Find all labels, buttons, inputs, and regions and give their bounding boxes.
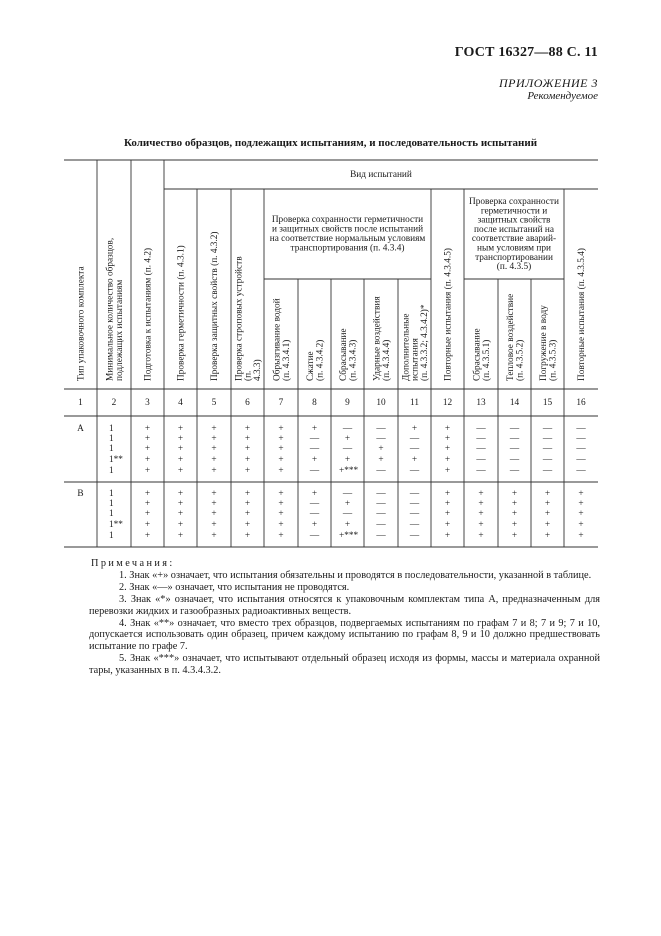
column-number: 1 bbox=[78, 398, 83, 408]
table-cell-mark: + bbox=[478, 489, 484, 499]
column-header-label: Проверка защитных свойств (п. 4.3.2) bbox=[210, 231, 221, 381]
table-cell-mark: + bbox=[278, 531, 284, 541]
table-cell-mark: + bbox=[244, 509, 251, 519]
table-cell-mark: — bbox=[376, 520, 386, 530]
note-item: 1. Знак «+» означает, что испытания обязательны и проводятся в последовательности, указанной в таблице. bbox=[119, 569, 592, 581]
table-cell-mark: + bbox=[278, 520, 284, 530]
column-number: 14 bbox=[509, 398, 520, 408]
table-cell-mark: + bbox=[244, 499, 251, 509]
column-header-label: (п. 4.3.5.3) bbox=[548, 339, 559, 381]
transport-group-header: на соответствие нормальным условиям bbox=[269, 234, 426, 244]
table-cell-mark: 1 bbox=[109, 424, 114, 434]
table-cell-mark: + bbox=[278, 466, 284, 476]
table-cell-mark: + bbox=[511, 489, 518, 499]
table-cell-mark: + bbox=[177, 455, 184, 465]
table-cell-mark: +*** bbox=[339, 531, 359, 541]
emergency-group-header: ным условиям при bbox=[477, 243, 551, 254]
table-cell-mark: — bbox=[376, 466, 386, 476]
table-cell-mark: + bbox=[211, 444, 217, 454]
table-cell-mark: — bbox=[309, 444, 320, 454]
table-cell-mark: — bbox=[309, 466, 320, 476]
table-cell-mark: + bbox=[578, 489, 584, 499]
table-cell-mark: + bbox=[244, 444, 251, 454]
table-cell-mark: — bbox=[342, 489, 353, 499]
table-cell-mark: — bbox=[409, 531, 420, 541]
emergency-group-header: (п. 4.3.5) bbox=[496, 262, 532, 273]
table-cell-mark: + bbox=[211, 466, 217, 476]
table-cell-mark: + bbox=[177, 509, 184, 519]
column-number: 6 bbox=[245, 398, 250, 408]
table-cell-mark: + bbox=[177, 424, 184, 434]
column-header-label: Проверка строповых устройств bbox=[234, 256, 245, 381]
column-number: 8 bbox=[312, 398, 317, 408]
table-cell-mark: 1 bbox=[109, 489, 114, 499]
note-item: 2. Знак «—» означает, что испытания не проводятся. bbox=[119, 581, 350, 593]
column-header-label: подлежащих испытаниям bbox=[114, 279, 125, 381]
table-cell-mark: + bbox=[144, 509, 151, 519]
table-cell-mark: + bbox=[211, 489, 217, 499]
page-header: ГОСТ 16327—88 С. 11 bbox=[454, 45, 598, 60]
table-cell-mark: — bbox=[309, 499, 320, 509]
column-header-label: Ударные воздействия bbox=[372, 296, 383, 381]
column-header-label: (п. 4.3.4.3) bbox=[348, 339, 359, 381]
table-cell-mark: 1 bbox=[109, 466, 114, 476]
table-cell-mark: + bbox=[311, 455, 318, 465]
column-header-label: Проверка герметичности (п. 4.3.1) bbox=[176, 245, 187, 381]
package-type: В bbox=[77, 489, 84, 499]
table-cell-mark: 1 bbox=[109, 434, 114, 444]
table-cell-mark: + bbox=[344, 499, 351, 509]
table-cell-mark: — bbox=[376, 531, 386, 541]
table-cell-mark: + bbox=[344, 520, 351, 530]
column-header-label: Обрызгивание водой bbox=[272, 298, 283, 381]
table-cell-mark: + bbox=[278, 489, 284, 499]
note-item: 3. Знак «*» означает, что испытания относятся к упаковочным комплектам типа А, предназначенным для перевозки жидких и газообразных радиоактивных веществ. bbox=[89, 593, 600, 617]
table-cell-mark: + bbox=[244, 531, 251, 541]
appendix-title: ПРИЛОЖЕНИЕ 3 bbox=[499, 76, 598, 90]
table-cell-mark: 1 bbox=[109, 509, 114, 519]
table-cell-mark: + bbox=[177, 489, 184, 499]
column-header-label: 4.3.3) bbox=[252, 359, 263, 381]
table-cell-mark: + bbox=[177, 520, 184, 530]
table-cell-mark: + bbox=[378, 455, 384, 465]
table-cell-mark: + bbox=[344, 455, 351, 465]
table-cell-mark: + bbox=[144, 424, 151, 434]
emergency-group-header: транспортировании bbox=[475, 252, 553, 263]
table-cell-mark: + bbox=[177, 531, 184, 541]
table-cell-mark: + bbox=[444, 509, 451, 519]
table-cell-mark: + bbox=[177, 499, 184, 509]
table-cell-mark: — bbox=[376, 489, 386, 499]
emergency-group-header: после испытаний на bbox=[473, 224, 555, 235]
table-cell-mark: + bbox=[278, 455, 284, 465]
column-number: 9 bbox=[345, 398, 350, 408]
table-cell-mark: + bbox=[444, 499, 451, 509]
table-cell-mark: — bbox=[509, 434, 520, 444]
table-cell-mark: — bbox=[509, 424, 520, 434]
table-cell-mark: — bbox=[576, 434, 586, 444]
table-cell-mark: — bbox=[309, 434, 320, 444]
table-cell-mark: — bbox=[376, 424, 386, 434]
table-cell-mark: + bbox=[278, 444, 284, 454]
table-text bbox=[77, 169, 588, 541]
table-cell-mark: — bbox=[576, 424, 586, 434]
transport-group-header: Проверка сохранности герметичности bbox=[271, 215, 424, 225]
table-cell-mark: — bbox=[542, 434, 553, 444]
table-cell-mark: + bbox=[311, 424, 318, 434]
table-cell-mark: + bbox=[544, 489, 551, 499]
column-number: 16 bbox=[576, 398, 586, 408]
table-cell-mark: +*** bbox=[339, 466, 359, 476]
table-cell-mark: + bbox=[211, 531, 217, 541]
column-header-label: Подготовка к испытаниям (п. 4.2) bbox=[143, 247, 154, 381]
emergency-group-header: Проверка сохранности bbox=[469, 197, 559, 207]
column-header-label: (п. 4.3.5.1) bbox=[481, 339, 492, 381]
table-cell-mark: — bbox=[309, 509, 320, 519]
table-cell-mark: — bbox=[576, 466, 586, 476]
emergency-group-header: герметичности и bbox=[480, 206, 548, 217]
table-cell-mark: + bbox=[544, 499, 551, 509]
table-cell-mark: + bbox=[211, 520, 217, 530]
table-cell-mark: + bbox=[144, 434, 151, 444]
column-header-label: испытания bbox=[410, 338, 421, 381]
table-cell-mark: — bbox=[476, 424, 486, 434]
column-header-label: (п. 4.3.4.1) bbox=[281, 339, 292, 381]
table-cell-mark: + bbox=[444, 520, 451, 530]
column-header-label: Повторные испытания (п. 4.3.5.4) bbox=[577, 248, 588, 381]
column-number: 11 bbox=[410, 398, 419, 408]
table-cell-mark: + bbox=[411, 424, 418, 434]
table-cell-mark: + bbox=[444, 444, 451, 454]
table-cell-mark: + bbox=[478, 531, 484, 541]
table-cell-mark: — bbox=[476, 455, 486, 465]
table-cell-mark: + bbox=[544, 509, 551, 519]
column-header-label: Тепловое воздействие bbox=[506, 293, 517, 381]
table-cell-mark: + bbox=[444, 489, 451, 499]
column-number: 12 bbox=[442, 398, 453, 408]
table-cell-mark: + bbox=[544, 520, 551, 530]
table-cell-mark: — bbox=[409, 489, 420, 499]
column-number: 4 bbox=[178, 398, 183, 408]
emergency-group-header: защитных свойств bbox=[477, 215, 551, 226]
test-kind-header: Вид испытаний bbox=[350, 170, 412, 180]
notes-section bbox=[89, 558, 600, 677]
note-item: 5. Знак «***» означает, что испытывают отдельный образец исходя из формы, массы и материала охранной тары, указанных в п. 4.3.4.3.2. bbox=[89, 653, 600, 677]
table-cell-mark: + bbox=[411, 455, 418, 465]
table-cell-mark: — bbox=[476, 466, 486, 476]
table-cell-mark: — bbox=[476, 444, 486, 454]
column-header-label: (п. 4.3.4.4) bbox=[381, 339, 392, 381]
table-cell-mark: + bbox=[211, 509, 217, 519]
table-cell-mark: + bbox=[244, 489, 251, 499]
table-cell-mark: + bbox=[578, 499, 584, 509]
table-cell-mark: + bbox=[578, 509, 584, 519]
table-cell-mark: + bbox=[244, 434, 251, 444]
table-cell-mark: — bbox=[342, 424, 353, 434]
table-cell-mark: + bbox=[478, 520, 484, 530]
column-header-label: Сбрасывание bbox=[472, 328, 483, 381]
table-cell-mark: + bbox=[144, 520, 151, 530]
table-cell-mark: 1** bbox=[109, 520, 123, 530]
table-cell-mark: + bbox=[211, 434, 217, 444]
table-cell-mark: + bbox=[278, 499, 284, 509]
appendix-status: Рекомендуемое bbox=[527, 90, 598, 102]
table-cell-mark: + bbox=[444, 466, 451, 476]
table-cell-mark: — bbox=[476, 434, 486, 444]
table-cell-mark: — bbox=[409, 444, 420, 454]
table-cell-mark: + bbox=[278, 434, 284, 444]
notes-title: Примечания: bbox=[91, 558, 175, 569]
table-title: Количество образцов, подлежащих испытаниям, и последовательность испытаний bbox=[123, 137, 538, 149]
table-cell-mark: + bbox=[478, 499, 484, 509]
table-cell-mark: + bbox=[177, 466, 184, 476]
table-cell-mark: + bbox=[311, 520, 318, 530]
column-header-label: Тип упаковочного комплекта bbox=[76, 266, 87, 381]
table-cell-mark: + bbox=[144, 444, 151, 454]
column-number: 2 bbox=[111, 398, 117, 408]
table-cell-mark: — bbox=[542, 466, 553, 476]
table-cell-mark: 1** bbox=[109, 455, 123, 465]
table-cell-mark: — bbox=[542, 444, 553, 454]
column-header-label: (п. 4.3.3.2; 4.3.4.2)* bbox=[419, 304, 430, 381]
table-cell-mark: + bbox=[244, 424, 251, 434]
column-number: 13 bbox=[476, 398, 486, 408]
table-cell-mark: 1 bbox=[109, 444, 114, 454]
table-cell-mark: — bbox=[376, 434, 386, 444]
table-cell-mark: + bbox=[311, 489, 318, 499]
column-number: 3 bbox=[145, 398, 150, 408]
column-number: 15 bbox=[542, 398, 553, 408]
table-cell-mark: + bbox=[511, 499, 518, 509]
table-cell-mark: + bbox=[144, 455, 151, 465]
table-cell-mark: + bbox=[211, 424, 217, 434]
table-cell-mark: — bbox=[409, 499, 420, 509]
table-cell-mark: — bbox=[342, 444, 353, 454]
column-number: 10 bbox=[376, 398, 386, 408]
table-cell-mark: + bbox=[177, 434, 184, 444]
table-cell-mark: — bbox=[409, 509, 420, 519]
table-cell-mark: — bbox=[576, 444, 586, 454]
package-type: А bbox=[77, 424, 84, 434]
table-cell-mark: + bbox=[144, 466, 151, 476]
table-cell-mark: + bbox=[144, 531, 151, 541]
table-cell-mark: — bbox=[376, 509, 386, 519]
table-cell-mark: + bbox=[177, 444, 184, 454]
table-cell-mark: — bbox=[509, 455, 520, 465]
table-cell-mark: — bbox=[409, 520, 420, 530]
table-cell-mark: + bbox=[444, 531, 451, 541]
column-header-label: Дополнительные bbox=[401, 313, 412, 381]
table-cell-mark: — bbox=[509, 466, 520, 476]
column-header-label: Сбрасывание bbox=[339, 328, 350, 381]
column-header-label: (п. bbox=[243, 370, 254, 381]
transport-group-header: транспортирования (п. 4.3.4) bbox=[290, 243, 405, 254]
table-cell-mark: + bbox=[278, 509, 284, 519]
table-cell-mark: — bbox=[542, 424, 553, 434]
column-number: 5 bbox=[211, 398, 217, 408]
table-cell-mark: — bbox=[509, 444, 520, 454]
column-header-label: Минимальное количество образцов, bbox=[105, 237, 116, 381]
table-cell-mark: + bbox=[244, 520, 251, 530]
table-cell-mark: — bbox=[376, 499, 386, 509]
column-header-label: (п. 4.3.5.2) bbox=[515, 339, 526, 381]
table-cell-mark: 1 bbox=[109, 531, 114, 541]
table-cell-mark: — bbox=[542, 455, 553, 465]
table-cell-mark: + bbox=[544, 531, 551, 541]
table-cell-mark: 1 bbox=[109, 499, 114, 509]
table-cell-mark: + bbox=[444, 455, 451, 465]
table-cell-mark: + bbox=[211, 499, 217, 509]
table-cell-mark: — bbox=[576, 455, 586, 465]
table-cell-mark: + bbox=[378, 444, 384, 454]
table-cell-mark: — bbox=[409, 466, 420, 476]
table-cell-mark: + bbox=[578, 520, 584, 530]
column-header-label: Повторные испытания (п. 4.3.4.5) bbox=[443, 248, 454, 381]
column-header-label: Погружение в воду bbox=[539, 305, 550, 381]
column-number: 7 bbox=[278, 398, 284, 408]
table-cell-mark: + bbox=[511, 531, 518, 541]
table-cell-mark: + bbox=[444, 434, 451, 444]
emergency-group-header: соответствие аварий- bbox=[471, 234, 557, 245]
note-item: 4. Знак «**» означает, что вместо трех образцов, подвергаемых испытаниям по графам 7 и 8; 7 и 9; 7 и 10, допускается использовать один образец, причем каждому испытанию по графам 8, 9 и 10 должно предшествовать испытание по графе 7. bbox=[89, 617, 600, 653]
table-cell-mark: + bbox=[244, 466, 251, 476]
table-cell-mark: + bbox=[211, 455, 217, 465]
table-cell-mark: — bbox=[309, 531, 320, 541]
table-cell-mark: + bbox=[511, 520, 518, 530]
table-cell-mark: + bbox=[478, 509, 484, 519]
table-cell-mark: + bbox=[511, 509, 518, 519]
table-cell-mark: — bbox=[409, 434, 420, 444]
table-cell-mark: + bbox=[144, 499, 151, 509]
table-cell-mark: — bbox=[342, 509, 353, 519]
table-cell-mark: + bbox=[344, 434, 351, 444]
table-cell-mark: + bbox=[244, 455, 251, 465]
transport-group-header: и защитных свойств после испытаний bbox=[271, 224, 424, 235]
column-header-label: Сжатие bbox=[306, 351, 317, 381]
table-cell-mark: + bbox=[278, 424, 284, 434]
table-cell-mark: + bbox=[144, 489, 151, 499]
table-cell-mark: + bbox=[444, 424, 451, 434]
table-cell-mark: + bbox=[578, 531, 584, 541]
column-header-label: (п. 4.3.4.2) bbox=[315, 339, 326, 381]
